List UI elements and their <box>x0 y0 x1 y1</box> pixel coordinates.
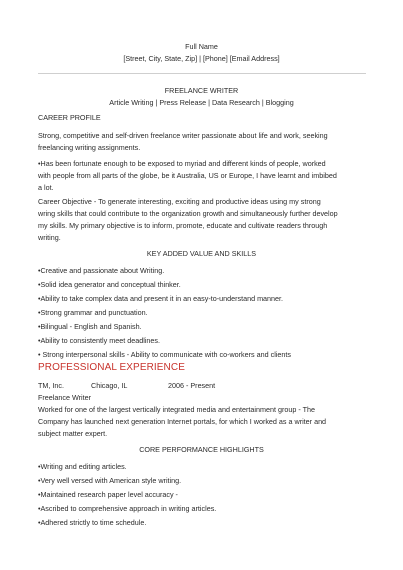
objective-line: Career Objective - To generate interesting, exciting and productive ideas using my strong <box>38 197 321 206</box>
profile-bullet-line: a lot. <box>38 183 54 192</box>
company-location: Chicago, IL <box>91 381 128 390</box>
role-title: Freelance Writer <box>38 393 91 402</box>
skill-item: • Strong interpersonal skills - Ability to communicate with co-workers and clients <box>38 350 291 359</box>
professional-experience-heading: PROFESSIONAL EXPERIENCE <box>38 362 185 373</box>
skill-item: •Ability to consistently meet deadlines. <box>38 336 160 345</box>
profile-bullet-line: •Has been fortunate enough to be exposed to myriad and different kinds of people, worked <box>38 159 326 168</box>
skill-item: •Ability to take complex data and present it in an easy-to-understand manner. <box>38 294 284 303</box>
highlight-item: •Very well versed with American style writing. <box>38 476 182 485</box>
skill-item: •Bilingual - English and Spanish. <box>38 322 142 331</box>
core-highlights-heading: CORE PERFORMANCE HIGHLIGHTS <box>139 445 264 454</box>
company-name: TM, Inc. <box>38 381 64 390</box>
highlight-item: •Ascribed to comprehensive approach in writing articles. <box>38 504 217 513</box>
highlight-item: •Writing and editing articles. <box>38 462 127 471</box>
highlight-item: •Adhered strictly to time schedule. <box>38 518 147 527</box>
divider-top <box>38 73 366 74</box>
objective-line: writing. <box>38 233 61 242</box>
employment-dates: 2006 - Present <box>168 381 216 390</box>
experience-description-line: subject matter expert. <box>38 429 108 438</box>
career-profile-heading: CAREER PROFILE <box>38 113 101 122</box>
objective-line: wring skills that could contribute to the organization growth and simultaneously further develop <box>38 209 338 218</box>
experience-description-line: Company has launched next generation Internet portals, for which I worked as a writer and <box>38 417 327 426</box>
profile-bullet-line: with people from all parts of the globe, be it Australia, US or Europe, I have learnt and imbibed <box>38 171 337 180</box>
objective-line: my skills. My primary objective is to inform, promote, educate and cultivate readers through <box>38 221 328 230</box>
profile-summary-line: freelancing writing assignments. <box>38 143 141 152</box>
skill-item: •Creative and passionate about Writing. <box>38 266 165 275</box>
experience-description-line: Worked for one of the largest vertically integrated media and entertainment group - The <box>38 405 316 414</box>
job-title: FREELANCE WRITER <box>164 86 239 95</box>
specialties: Article Writing | Press Release | Data Research | Blogging <box>109 98 294 107</box>
contact-info: [Street, City, State, Zip] | [Phone] [Email Address] <box>123 54 280 63</box>
profile-summary-line: Strong, competitive and self-driven freelance writer passionate about life and work, seeking <box>38 131 328 140</box>
skill-item: •Solid idea generator and conceptual thinker. <box>38 280 181 289</box>
key-skills-heading: KEY ADDED VALUE AND SKILLS <box>146 249 257 258</box>
highlight-item: •Maintained research paper level accuracy - <box>38 490 178 499</box>
skill-item: •Strong grammar and punctuation. <box>38 308 148 317</box>
full-name: Full Name <box>185 42 218 51</box>
